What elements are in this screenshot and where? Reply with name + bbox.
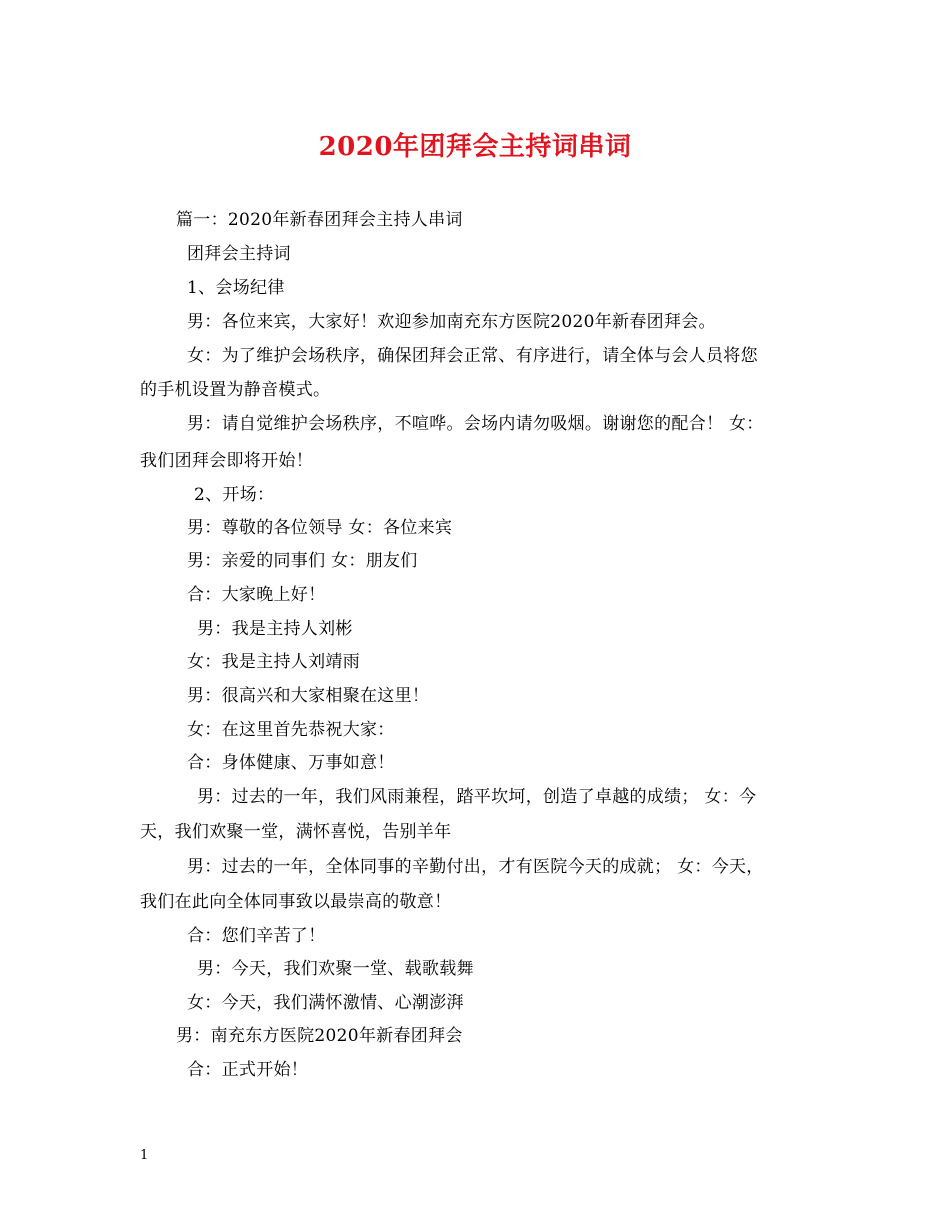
text-line: 女：今天，我们满怀激情、心潮澎湃 [187,993,464,1013]
text-line: 的手机设置为静音模式。 [140,380,331,400]
text-line: 男：请自觉维护会场秩序，不喧哗。会场内请勿吸烟。谢谢您的配合！ 女： [187,414,764,434]
text-line: 女：在这里首先恭祝大家： [187,720,395,740]
document-title: 2020年团拜会主持词串词 [318,132,632,162]
text-line: 天，我们欢聚一堂，满怀喜悦，告别羊年 [140,822,452,842]
text-line: 男：过去的一年，我们风雨兼程，踏平坎坷，创造了卓越的成绩； 女：今 [197,787,757,807]
text-line: 男：我是主持人刘彬 [197,619,353,639]
text-line: 合：大家晚上好！ [187,585,326,605]
text-line: 团拜会主持词 [187,244,291,264]
page-number: 1 [140,1148,149,1163]
text-line: 2、开场： [194,485,275,505]
text-line: 合：您们辛苦了！ [187,926,326,946]
text-line: 女：我是主持人刘靖雨 [187,652,360,672]
text-line: 男：很高兴和大家相聚在这里！ [187,686,430,706]
text-line: 男：尊敬的各位领导 女：各位来宾 [187,518,453,538]
text-line: 男：各位来宾，大家好！欢迎参加南充东方医院2020年新春团拜会。 [187,312,716,332]
text-line: 篇一：2020年新春团拜会主持人串词 [176,210,463,230]
text-line: 我们在此向全体同事致以最崇高的敬意！ [140,892,452,912]
text-line: 合：身体健康、万事如意！ [187,753,395,773]
text-line: 1、会场纪律 [187,278,285,298]
text-line: 合：正式开始！ [187,1060,309,1080]
text-line: 女：为了维护会场秩序，确保团拜会正常、有序进行，请全体与会人员将您 [187,346,758,366]
text-line: 男：亲爱的同事们 女：朋友们 [187,551,418,571]
text-line: 男：今天，我们欢聚一堂、载歌载舞 [197,959,474,979]
text-line: 男：过去的一年，全体同事的辛勤付出，才有医院今天的成就； 女：今天， [187,857,764,877]
text-line: 男：南充东方医院2020年新春团拜会 [176,1026,463,1046]
text-line: 我们团拜会即将开始！ [140,451,313,471]
